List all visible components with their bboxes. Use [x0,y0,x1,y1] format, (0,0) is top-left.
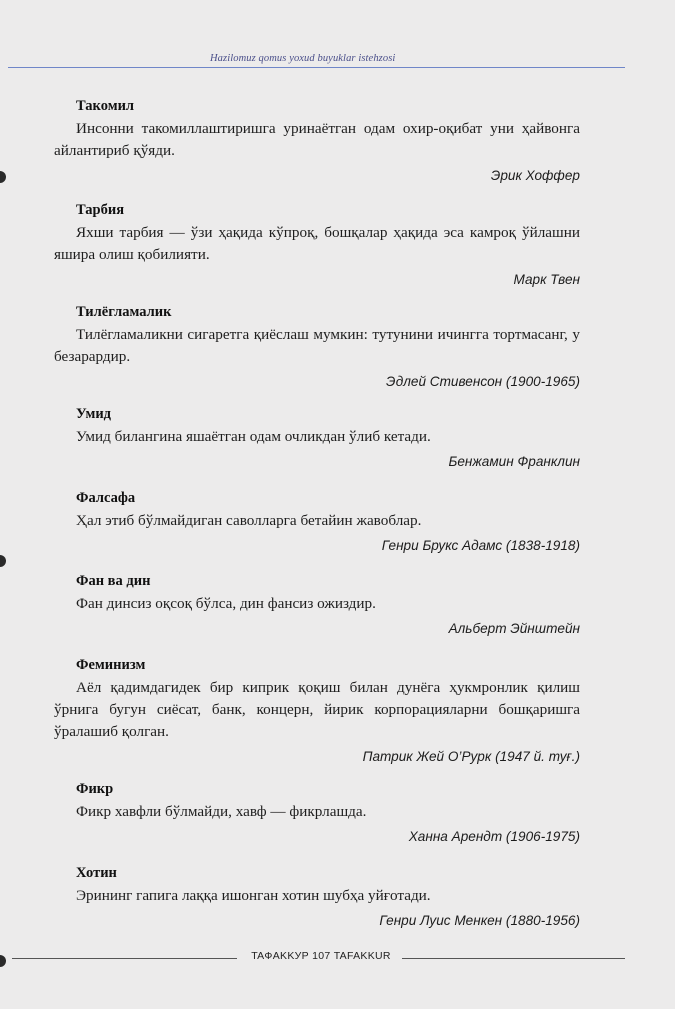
entry-quote: Яхши тарбия — ўзи ҳақида кўпроқ, бошқалар ҳақида эса камроқ ўйлашни яшира олиш қобилияти. [54,224,580,263]
entry-author: Ханна Арендт (1906-1975) [408,829,580,844]
entry-author: Патрик Жей О’Рурк (1947 й. туғ.) [362,749,580,764]
entry-quote: Тилёгламаликни сигаретга қиёслаш мумкин: тутунини ичингга тортмасанг, у безарардир. [54,326,580,365]
entry-title: Тарбия [76,202,125,218]
entry-umid [54,405,580,471]
entry-feminizm [54,656,580,766]
entry-quote: Фикр хавфли бўлмайди, хавф — фикрлашда. [76,803,367,820]
footer-rule-left [12,958,237,959]
entry-author: Эдлей Стивенсон (1900-1965) [385,374,580,389]
entry-khotin [54,864,580,930]
entry-title: Такомил [76,98,135,114]
entry-fikr [54,780,580,846]
entry-quote: Аёл қадимдагидек бир киприк қоқиш билан дунёга ҳукмронлик қилиш ўрнига бугун сиёсат, банк, концерн, йирик корпорацияларни бошқаришга ўралашиб қолган. [54,679,580,740]
entry-tarbiya [54,201,580,289]
binding-hole [0,171,6,183]
entry-title: Фан ва дин [76,573,151,589]
entry-title: Феминизм [76,657,146,673]
entry-title: Умид [76,406,112,422]
entry-author: Эрик Хоффер [490,168,580,183]
entry-quote: Ҳал этиб бўлмайдиган саволларга бетайин жавоблар. [76,512,422,529]
entry-author: Альберт Эйнштейн [448,621,580,636]
entry-tilyoglamalik [54,303,580,391]
entry-author: Марк Твен [513,272,580,287]
page-footer [0,948,675,968]
entry-author: Генри Брукс Адамс (1838-1918) [381,538,580,553]
entry-quote: Умид билангина яшаётган одам очликдан ўлиб кетади. [76,428,431,445]
binding-hole [0,555,6,567]
entry-fan-va-din [54,572,580,638]
header-rule [8,67,625,68]
entry-title: Фикр [76,781,114,797]
entry-quote: Фан динсиз оқсоқ бўлса, дин фансиз ожиздир. [76,595,376,612]
entry-title: Фалсафа [76,490,136,506]
entry-author: Бенжамин Франклин [448,454,580,469]
entry-takomil [54,97,580,185]
entry-quote: Инсонни такомиллаштиришга уринаётган одам охир-оқибат уни ҳайвонга айлантириб қўяди. [54,120,580,159]
footer-rule-right [402,958,625,959]
running-header: Hazilomuz qomus yoxud buyuklar istehzosi [210,53,396,64]
entry-quote: Эрининг гапига лаққа ишонган хотин шубҳа уйғотади. [76,887,431,904]
entry-title: Хотин [76,865,117,881]
entry-title: Тилёгламалик [76,304,172,320]
page-number-label: TAФAKKУР 107 TAFAKKUR [251,950,391,962]
entry-author: Генри Луис Менкен (1880-1956) [379,913,580,928]
entry-falsafa [54,489,580,555]
